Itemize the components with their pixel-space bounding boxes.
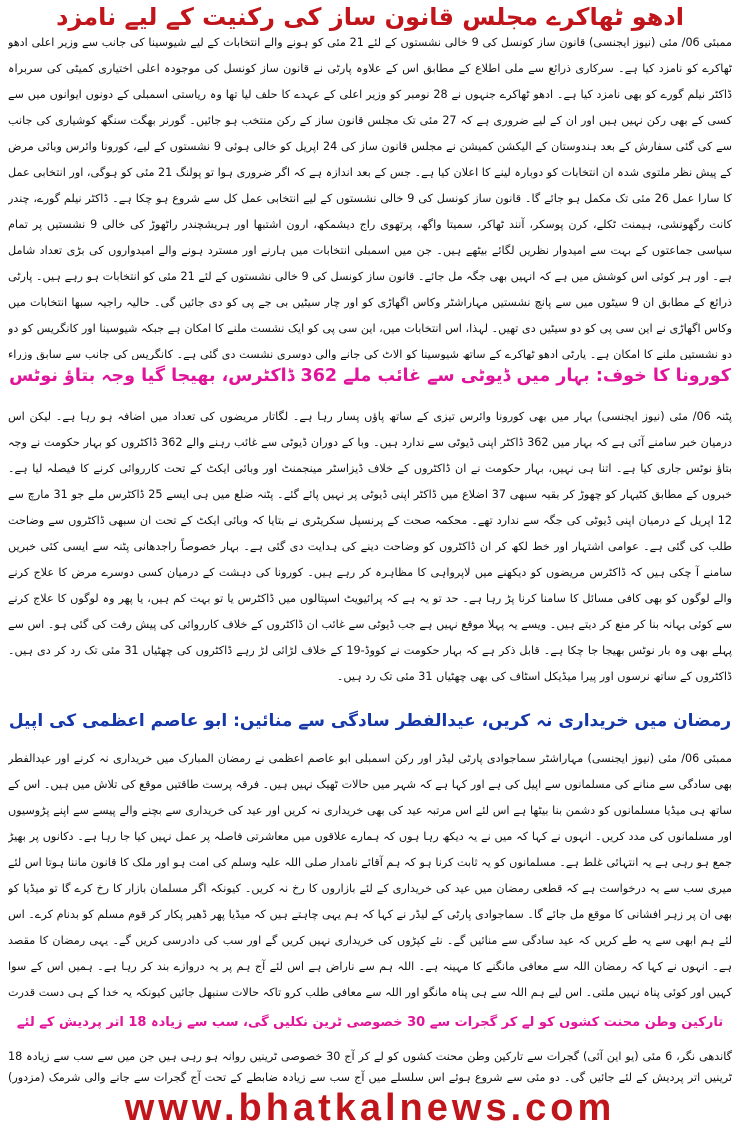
site-url-footer: www.bhatkalnews.com (124, 1087, 616, 1129)
article-3-headline: رمضان میں خریداری نہ کریں، عیدالفطر سادگی سے منائیں: ابو عاصم اعظمی کی اپیل (8, 711, 732, 731)
article-2-body: پٹنہ 06/ مئی (نیوز ایجنسی) بہار میں بھی کورونا وائرس تیزی کے ساتھ پاؤں پسار رہا ہے۔ لگاتار مریضوں کی تعداد میں اضافہ ہو رہا ہے۔ لیکن اس درمیان خبر سامنے آئی ہے کہ بہار میں 362 ڈاکٹر اپنی ڈیوٹی سے ندارد ہیں۔ وبا کے دوران ڈیوٹی سے غائب رہنے والے 362 ڈاکٹروں کو بہار حکومت نے وجہ بتاؤ نوٹس جاری کیا ہے۔ اتنا ہی نہیں، بہار حکومت نے ان ڈاکٹروں کے خلاف ڈیزاسٹر مینجمنٹ اور وبائی ایکٹ کے تحت کارروائی کرنے کا فیصلہ لیا ہے۔ خبروں کے مطابق کٹیہار کو چھوڑ کر بقیہ سبھی 37 اضلاع میں ڈاکٹر اپنی ڈیوٹی پر نہیں پائے گئے۔ پٹنہ ضلع میں ہی ایسے 25 ڈاکٹرس ملے جو 31 مارچ سے 12 اپریل کے درمیان اپنی ڈیوٹی کی جگہ سے ندارد تھے۔ محکمہ صحت کے پرنسپل سکریٹری نے بتایا کہ وبائی ایکٹ کے تحت ان سبھی ڈاکٹروں سے وضاحت طلب کی گئی ہے۔ عوامی اشتہار اور خط لکھ کر ان ڈاکٹروں کو وضاحت دینے کی ہدایت دی گئی ہے۔ بہار خصوصاً راجدھانی پٹنہ سے ایسی کئی خبریں سامنے آ چکی ہیں کہ ڈاکٹرس مریضوں کو دیکھنے میں لاپرواہی کا مظاہرہ کر رہے ہیں۔ کورونا کی دہشت کے درمیان کسی دوسرے مرض کا علاج کرنے والے لوگوں کو بھی کافی مسائل کا سامنا کرنا پڑ رہا ہے۔ حد تو یہ ہے کہ پرائیویٹ اسپتالوں میں ڈاکٹرس یا تو بہت کم ہیں، یا پھر وہ لوگوں کا علاج کرنے سے کوئی بہانہ بنا کر منع کر دیتے ہیں۔ ویسے یہ پہلا موقع نہیں ہے جب ڈیوٹی سے غائب ان ڈاکٹروں کے خلاف کارروائی کی پیش رفت کی گئی ہو۔ اس سے پہلے بھی وہ بار نوٹس بھیجا جا چکا ہے۔ قابل ذکر ہے کہ بہار حکومت نے کووڈ-19 کے خلاف لڑائی لڑ رہے ڈاکٹروں کی چھٹیاں 31 مئی تک رد کر دی ہیں۔ ڈاکٹروں کے ساتھ نرسوں اور پیرا میڈیکل اسٹاف کی بھی چھٹیاں 31 مئی تک رد ہیں۔ (8, 410, 732, 683)
article-1-body: ممبئی 06/ مئی (نیوز ایجنسی) قانون ساز کونسل کی 9 خالی نشستوں کے لئے 21 مئی کو ہونے والے انتخابات کے لیے شیوسینا کی جانب سے وزیر اعلی ادھو ٹھاکرے کو نامزد کیا ہے۔ سرکاری ذرائع سے ملی اطلاع کے مطابق اس کے علاوہ پارٹی نے قانون ساز کونسل کی موجودہ اعلی اختیاری کمیٹی کی سربراہ ڈاکٹر نیلم گورے کو بھی نامزد کیا ہے۔ ادھو ٹھاکرے جنہوں نے 28 نومبر کو وزیر اعلی کے عہدے کا حلف لیا تھا وہ ریاستی اسمبلی کے دونوں ایوانوں میں سے کسی کے بھی رکن نہیں ہیں اور ان کے لیے ضروری ہے کہ 27 مئی تک مجلس قانون ساز کے رکن منتخب ہو جائیں۔ گورنر بھگت سنگھ کوشیاری کی جانب سے کی گئی سفارش کے بعد ہندوستان کے الیکشن کمیشن نے مجلس قانون ساز کی 24 اپریل کو خالی ہوئی 9 نشستوں کے لیے، کورونا وائرس وبائی مرض کے پیش نظر ملتوی شدہ ان انتخابات کو دوبارہ لینے کا اعلان کیا ہے۔ جس کے بعد اندازہ ہے کہ اگر ضروری ہوا تو پولنگ 21 مئی کو ہوگی، اور انتخابی عمل کا سارا عمل 26 مئی تک مکمل ہو جائے گا۔ قانون ساز کونسل کی 9 خالی نشستوں کے لیے انتخابی عمل کل سے شروع ہو چکا ہے۔ ڈاکٹر نیلم گورے، چندر کانت رگھونشی، ہیمنت ٹکلے، کرن پوسکر، آنند ٹھاکر، سمیتا واگھ، پرتھوی راج دیشمکھ، ارون اشتبھا اور ہریشچندر راٹھوڑ کی خالی 9 نشستیں پر تمام سیاسی جماعتوں کے بہت سے امیدوار نظریں لگائے بیٹھے ہیں۔ جن میں اسمبلی انتخابات میں ہارنے اور مسترد ہونے والے امیدواروں کی بڑی تعداد شامل ہے۔ اور ہر کوئی اس کوشش میں ہے کہ انہیں بھی جگہ مل جائے۔ قانون ساز کونسل کی 9 خالی نشستوں کے لئے 21 مئی کو انتخابات ہو رہے ہیں۔ پارٹی ذرائع کے مطابق ان 9 سیٹوں میں سے پانچ نشستیں مہاراشٹر وکاس اگھاڑی کو اور چار سیٹیں بی جے پی کو دی جائیں گی۔ حالیہ راجیہ سبھا انتخابات میں وکاس اگھاڑی نے این سی پی کو دو سیٹیں دی تھیں۔ لہذا، اس انتخابات میں، این سی پی کو ایک نشست ملنے کا امکان ہے جبکہ شیوسینا اور کانگریس کو دو دو نشستیں ملنے کا امکان ہے۔ پارٹی ادھو ٹھاکرے کے ساتھ شیوسینا کو الاٹ کی جانے والی دوسری نشست دی گئی ہے۔ کانگریس کی جانب سے سابق وزراء (8, 36, 732, 360)
article-4-body: گاندھی نگر، 6 مئی (یو این آئی) گجرات سے تارکین وطن محنت کشوں کو لے کر آج 30 خصوصی ٹرینیں روانہ ہو رہی ہیں جن میں سے سب سے زیادہ 18 ٹرینیں اتر پردیش کے لئے جائیں گی۔ دو مئی سے شروع ہوئے اس سلسلے میں آج سب سے زیادہ ضابطے کے تحت آج گجرات سے جانے والی شرمک (مزدور) (8, 1050, 732, 1084)
article-3-body: ممبئی 06/ مئی (نیوز ایجنسی) مہاراشٹر سماجوادی پارٹی لیڈر اور رکن اسمبلی ابو عاصم اعظمی نے رمضان المبارک میں خریداری نہ کرنے اور عیدالفطر بھی سادگی سے منانے کی مسلمانوں سے اپیل کی ہے اور کہا ہے کہ شہر میں حالات ٹھیک نہیں ہیں۔ فرقہ پرست طاقتیں موقع کی تلاش میں ہیں۔ اس کے ساتھ ہی میڈیا مسلمانوں کو دشمن بنا بیٹھا ہے اس لئے اس مرتبہ عید کی بھی خریداری نہ کریں اور عید کی خریداری سے بچنے والے پیسے سے اپنے پڑوسیوں اور مسلمانوں کی مدد کریں۔ انہوں نے کہا کہ میں نے یہ دیکھ رہا ہوں کہ ہمارے علاقوں میں معاشرتی فاصلہ پر عمل نہیں کیا جا رہا ہے۔ دکانوں پر بھیڑ جمع ہو رہی ہے یہ انتہائی غلط ہے۔ مسلمانوں کو یہ ثابت کرنا ہو کہ ہم آقائے نامدار صلی اللہ علیہ وسلم کی امت ہو اور ملک کا قانون ماننا ہوتا اس لئے میری سب سے یہ درخواست ہے کہ قطعی رمضان میں عید کی خریداری کے لئے بازاروں کا رخ نہ کریں۔ کیونکہ اگر مسلمان بازار کا رخ کرے گا تو میڈیا کو بھی ان پر زہر افشانی کا موقع مل جائے گا۔ سماجوادی پارٹی کے لیڈر نے کہا کہ ہم یہی چاہتے ہیں کہ میڈیا پھر ڈھیر پکار کر قوم مسلم کو بدنام کرے۔ اس لئے ہم ابھی سے یہ طے کریں کہ عید سادگی سے منائیں گے۔ نئے کپڑوں کی خریداری نہیں کریں گے اور سب کی دادرسی کریں گے۔ یہی رمضان کا مقصد ہے۔ انہوں نے کہا کہ رمضان اللہ سے معافی مانگنے کا مہینہ ہے۔ اللہ ہم سے ناراض ہے اس لئے آج ہم پر یہ دروازے بند کر رہا ہے۔ ہمیں اس کے سوا کہیں اور کوئی پناہ نہیں ملتی۔ اس لیے ہم اللہ سے ہی پناہ مانگو اور اللہ سے معافی طلب کرو تاکہ حالات سنبھل جائیں کیونکہ یہ خدا کے ہی دست قدرت (8, 752, 732, 999)
article-2-headline: کورونا کا خوف: بہار میں ڈیوٹی سے غائب ملے 362 ڈاکٹرس، بھیجا گیا وجہ بتاؤ نوٹس (9, 366, 731, 386)
article-4-headline: تارکین وطن محنت کشوں کو لے کر گجرات سے 30 خصوصی ٹرین نکلیں گی، سب سے زیادہ 18 اتر پردیش کے لئے (16, 1015, 724, 1030)
article-1-headline: ادھو ٹھاکرے مجلس قانون ساز کی رکنیت کے لیے نامزد (56, 3, 684, 31)
